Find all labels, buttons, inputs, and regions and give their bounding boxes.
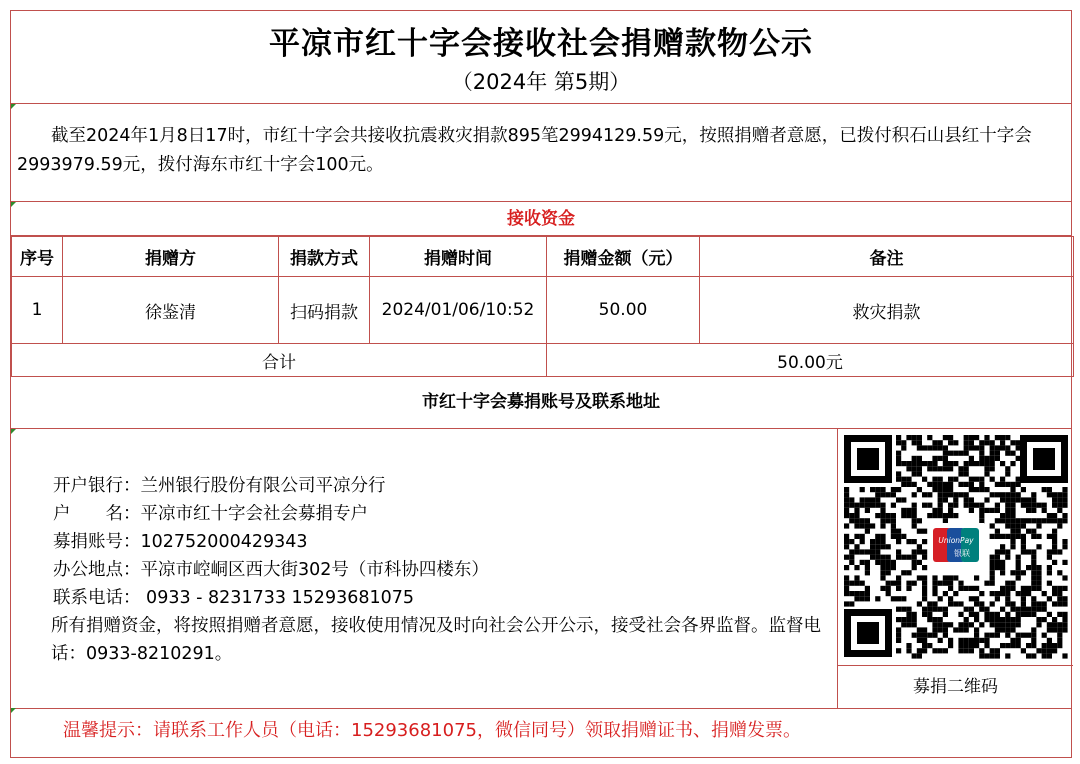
phone-line: 联系电话： 0933 - 8231733 15293681075 — [53, 588, 415, 608]
table-row — [12, 277, 1074, 344]
office-address-line: 办公地点：平凉市崆峒区西大街302号（市科协四楼东） — [53, 560, 489, 580]
total-row — [12, 344, 1074, 377]
account-info — [11, 429, 837, 708]
unionpay-logo — [928, 523, 984, 567]
table-header-row — [12, 237, 1074, 277]
total-value: 50.00元 — [547, 344, 1074, 377]
qr-panel — [837, 429, 1073, 708]
account-name-line: 户 名：平凉市红十字会社会募捐专户 — [53, 504, 368, 524]
intro-paragraph: 截至2024年1月8日17时，市红十字会共接收抗震救灾捐款895笔2994129.59元，按照捐赠者意愿，已拨付积石山县红十字会2993979.59元，拨付海东市红十字会100元。 — [11, 104, 1071, 202]
page-title: 平凉市红十字会接收社会捐赠款物公示 — [269, 26, 813, 62]
donation-table — [11, 236, 1074, 377]
donation-time: 2024/01/06/10:52 — [370, 277, 547, 344]
issue-period: （2024年 第5期） — [451, 70, 631, 94]
donor-name: 徐鉴清 — [63, 277, 279, 344]
supervision-note: 所有捐赠资金，将按照捐赠者意愿，接收使用情况及时向社会公开公示，接受社会各界监督。监督电话：0933-8210291。 — [51, 616, 821, 664]
title-block — [11, 11, 1071, 104]
account-number-line: 募捐账号：102752000429343 — [53, 532, 308, 552]
section-title: 接收资金 — [11, 202, 1071, 236]
row-index: 1 — [12, 277, 63, 344]
header-cell: 捐赠方 — [63, 237, 279, 277]
logo-subtext: 银联 — [953, 549, 970, 558]
total-label: 合计 — [12, 344, 547, 377]
header-cell: 捐赠时间 — [370, 237, 547, 277]
donation-remark: 救灾捐款 — [700, 277, 1074, 344]
logo-text: UnionPay — [937, 536, 974, 545]
header-cell: 捐款方式 — [279, 237, 370, 277]
header-cell: 备注 — [700, 237, 1074, 277]
donation-amount: 50.00 — [547, 277, 700, 344]
bank-line: 开户银行：兰州银行股份有限公司平凉分行 — [53, 476, 386, 496]
header-cell: 序号 — [12, 237, 63, 277]
account-lines — [11, 429, 837, 612]
warm-tip: 温馨提示：请联系工作人员（电话：15293681075，微信同号）领取捐赠证书、捐赠发票。 — [11, 708, 1071, 758]
header-cell: 捐赠金额（元） — [547, 237, 700, 277]
donation-method: 扫码捐款 — [279, 277, 370, 344]
account-heading: 市红十字会募捐账号及联系地址 — [11, 376, 1071, 429]
cell-marker — [11, 708, 16, 713]
qr-label: 募捐二维码 — [838, 665, 1073, 708]
notice-sheet — [10, 10, 1072, 758]
donation-qr-code[interactable] — [840, 431, 1072, 661]
